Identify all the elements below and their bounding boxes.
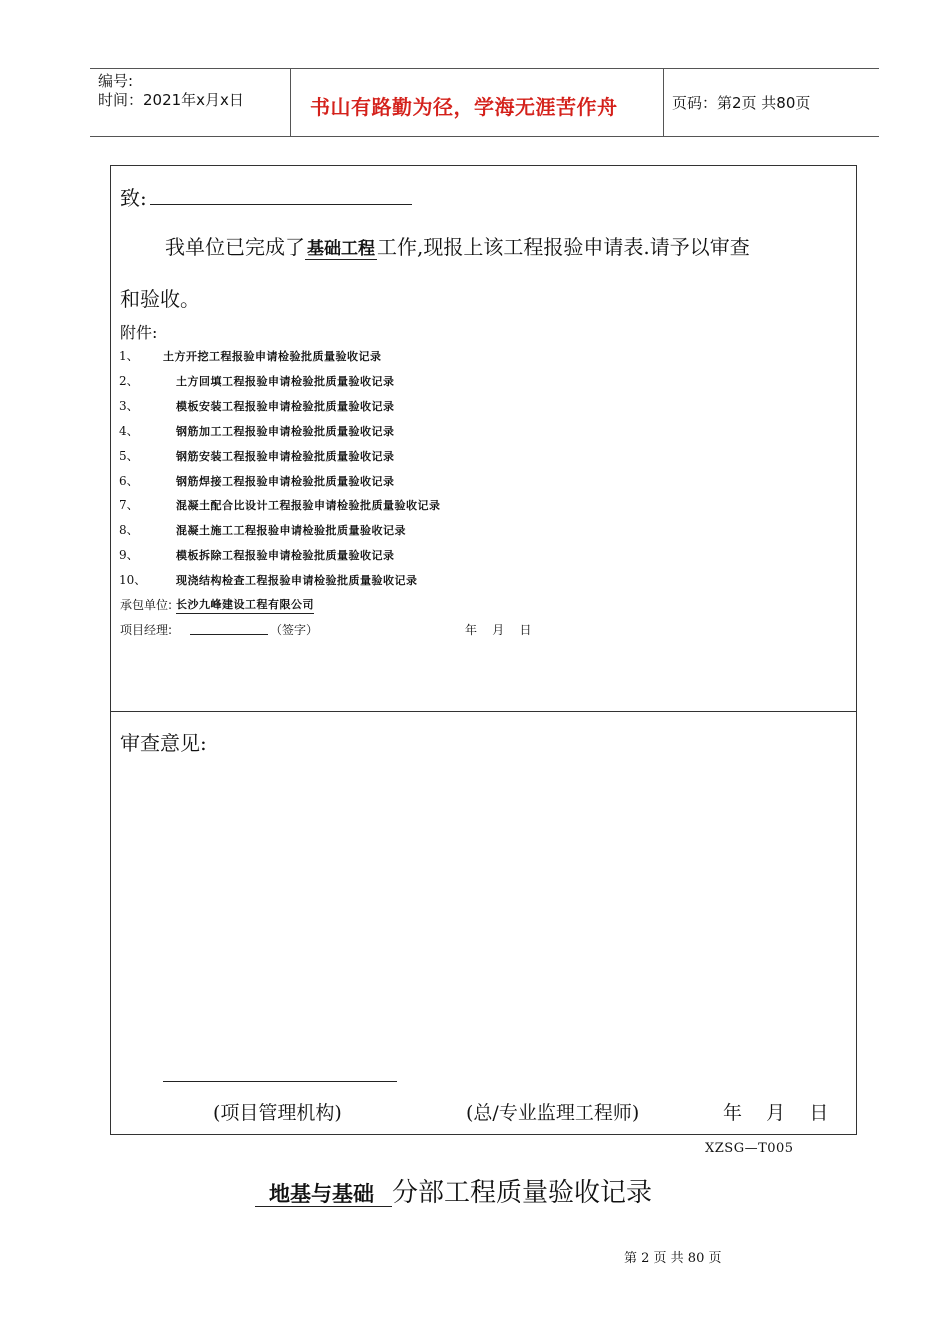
review-label: 审查意见:: [120, 731, 207, 755]
intro-text-after: 工作,现报上该工程报验申请表.请予以审查: [377, 235, 750, 259]
attachment-number: 7、: [119, 498, 139, 513]
attachment-number: 10、: [119, 573, 147, 588]
intro-text-before: 我单位已完成了: [165, 235, 305, 259]
attachments-label: 附件:: [120, 323, 158, 342]
page-label: 页码：第2页 共80页: [672, 94, 811, 112]
sign-label: （签字）: [270, 623, 319, 637]
to-recipient-field[interactable]: [150, 203, 412, 205]
attachment-item: 模板拆除工程报验申请检验批质量验收记录: [176, 549, 395, 563]
attachment-number: 3、: [119, 398, 139, 413]
attachment-item: 现浇结构检查工程报验申请检验批质量验收记录: [176, 574, 418, 588]
intro-work-name: 基础工程: [307, 239, 375, 259]
attachment-item: 混凝土施工工程报验申请检验批质量验收记录: [176, 524, 406, 538]
intro-line-2: 和验收。: [120, 287, 200, 311]
header-top-rule: [90, 68, 879, 69]
intro-line-1: [165, 231, 750, 260]
attachment-item: 钢筋焊接工程报验申请检验批质量验收记录: [176, 474, 395, 488]
attachment-number: 4、: [119, 423, 139, 438]
contractor-name: 长沙九峰建设工程有限公司: [176, 596, 314, 614]
attachment-item: 钢筋安装工程报验申请检验批质量验收记录: [176, 449, 395, 463]
header-divider-2: [663, 69, 664, 136]
header-bottom-rule: [90, 136, 879, 137]
form-box: [110, 165, 857, 1135]
page-footer: 第 2 页 共 80 页: [624, 1251, 722, 1266]
attachment-item: 土方开挖工程报验申请检验批质量验收记录: [163, 350, 382, 363]
attachment-number: 8、: [119, 523, 139, 538]
to-label: 致:: [120, 186, 147, 210]
attachment-item: 钢筋加工工程报验申请检验批质量验收记录: [176, 424, 395, 438]
attachment-item: 模板安装工程报验申请检验批质量验收记录: [176, 399, 395, 413]
form-section-divider: [110, 711, 857, 712]
serial-label: 编号:: [98, 72, 134, 90]
manager-label: 项目经理:: [120, 623, 173, 637]
header-divider-1: [290, 69, 291, 136]
next-title-underlined: 地基与基础: [255, 1181, 392, 1207]
header-motto: 书山有路勤为径，学海无涯苦作舟: [310, 95, 618, 119]
org-label: (项目管理机构): [213, 1102, 342, 1124]
attachment-number: 9、: [119, 548, 139, 563]
review-date: 年 月 日: [723, 1102, 829, 1124]
org-signature-field[interactable]: [163, 1080, 397, 1082]
next-section-title: [255, 1172, 652, 1209]
date-label: 时间：2021年x月x日: [98, 91, 244, 109]
attachment-item: 土方回填工程报验申请检验批质量验收记录: [176, 374, 395, 388]
attachment-number: 1、: [119, 349, 139, 363]
contractor-label: 承包单位:: [120, 598, 173, 612]
manager-signature-field[interactable]: [190, 633, 268, 635]
doc-code: XZSG—T005: [705, 1141, 794, 1156]
next-title-rest: 分部工程质量验收记录: [392, 1178, 653, 1208]
attachment-number: 6、: [119, 473, 139, 488]
attachment-item: 混凝土配合比设计工程报验申请检验批质量验收记录: [176, 499, 441, 513]
attachment-number: 2、: [119, 373, 139, 388]
manager-date: 年 月 日: [465, 623, 532, 637]
supervisor-label: (总/专业监理工程师): [466, 1102, 640, 1124]
attachment-number: 5、: [119, 448, 139, 463]
